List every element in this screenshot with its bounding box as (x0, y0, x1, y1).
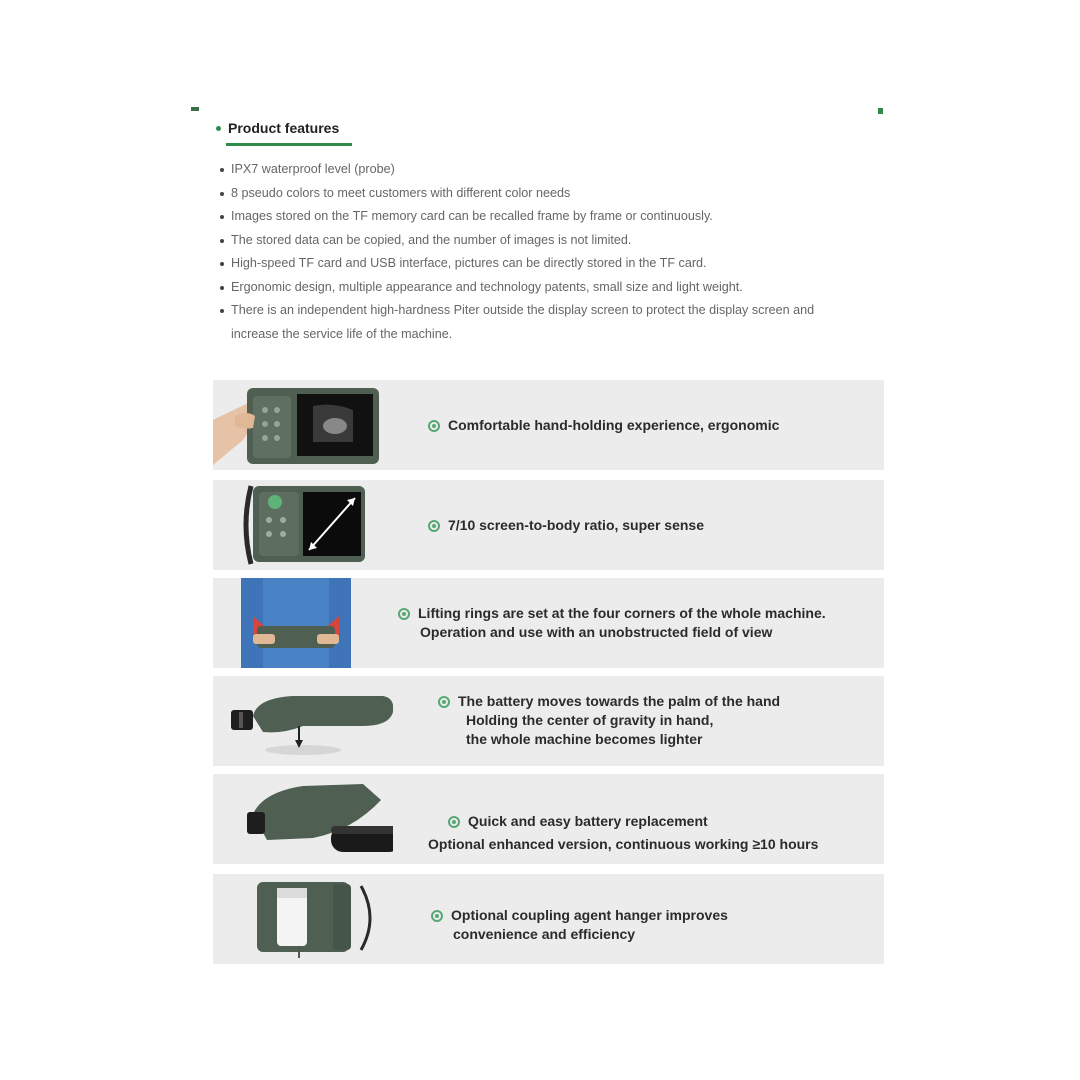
panel-caption (398, 604, 826, 642)
ring-bullet-icon (438, 696, 450, 708)
feature-panel-lifting-rings (213, 578, 884, 668)
panel-caption (428, 416, 779, 435)
panel-caption (431, 906, 728, 944)
feature-item: Ergonomic design, multiple appearance and technology patents, small size and light weight. (218, 276, 858, 300)
panel-caption (438, 692, 780, 749)
feature-panel-battery-replacement (213, 774, 884, 864)
caption-line: 7/10 screen-to-body ratio, super sense (448, 517, 704, 533)
corner-mark-left (191, 107, 199, 111)
caption-line: Optional enhanced version, continuous working ≥10 hours (428, 836, 819, 852)
feature-panel-coupling-hanger (213, 874, 884, 964)
ring-bullet-icon (428, 420, 440, 432)
section-title-text: Product features (228, 120, 340, 136)
ring-bullet-icon (448, 816, 460, 828)
ring-bullet-icon (431, 910, 443, 922)
caption-line: Comfortable hand-holding experience, ergonomic (448, 417, 780, 433)
feature-item: Images stored on the TF memory card can be recalled frame by frame or continuously. (218, 205, 858, 229)
caption-line: Holding the center of gravity in hand, (466, 712, 714, 728)
ring-bullet-icon (398, 608, 410, 620)
title-underline (226, 143, 352, 146)
feature-item: IPX7 waterproof level (probe) (218, 158, 858, 182)
ring-bullet-icon (428, 520, 440, 532)
caption-line: the whole machine becomes lighter (466, 731, 703, 747)
feature-item: There is an independent high-hardness Piter outside the display screen to protect the display screen and increase the service life of the machine. (218, 299, 858, 346)
feature-item: 8 pseudo colors to meet customers with different color needs (218, 182, 858, 206)
handheld-device-illustration (213, 380, 393, 470)
battery-gravity-illustration (213, 676, 393, 766)
panel-caption (428, 516, 704, 535)
feature-panel-handheld (213, 380, 884, 470)
corner-mark-right (878, 108, 883, 114)
title-bullet-icon (216, 126, 221, 131)
section-title (216, 120, 339, 136)
caption-line: Optional coupling agent hanger improves (451, 907, 728, 923)
feature-item: The stored data can be copied, and the number of images is not limited. (218, 229, 858, 253)
battery-replacement-illustration (213, 774, 393, 864)
caption-line: Operation and use with an unobstructed field of view (420, 624, 773, 640)
caption-line: Quick and easy battery replacement (468, 813, 708, 829)
panel-caption (428, 812, 818, 854)
feature-item: High-speed TF card and USB interface, pictures can be directly stored in the TF card. (218, 252, 858, 276)
caption-line: convenience and efficiency (453, 926, 636, 942)
caption-line: Lifting rings are set at the four corners of the whole machine. (418, 605, 826, 621)
feature-panel-screen-ratio (213, 480, 884, 570)
lifting-rings-illustration (213, 578, 393, 668)
feature-list (218, 158, 858, 346)
coupling-hanger-illustration (213, 874, 393, 964)
screen-ratio-illustration (213, 480, 393, 570)
feature-panel-battery-gravity (213, 676, 884, 766)
caption-line: The battery moves towards the palm of the hand (458, 693, 781, 709)
